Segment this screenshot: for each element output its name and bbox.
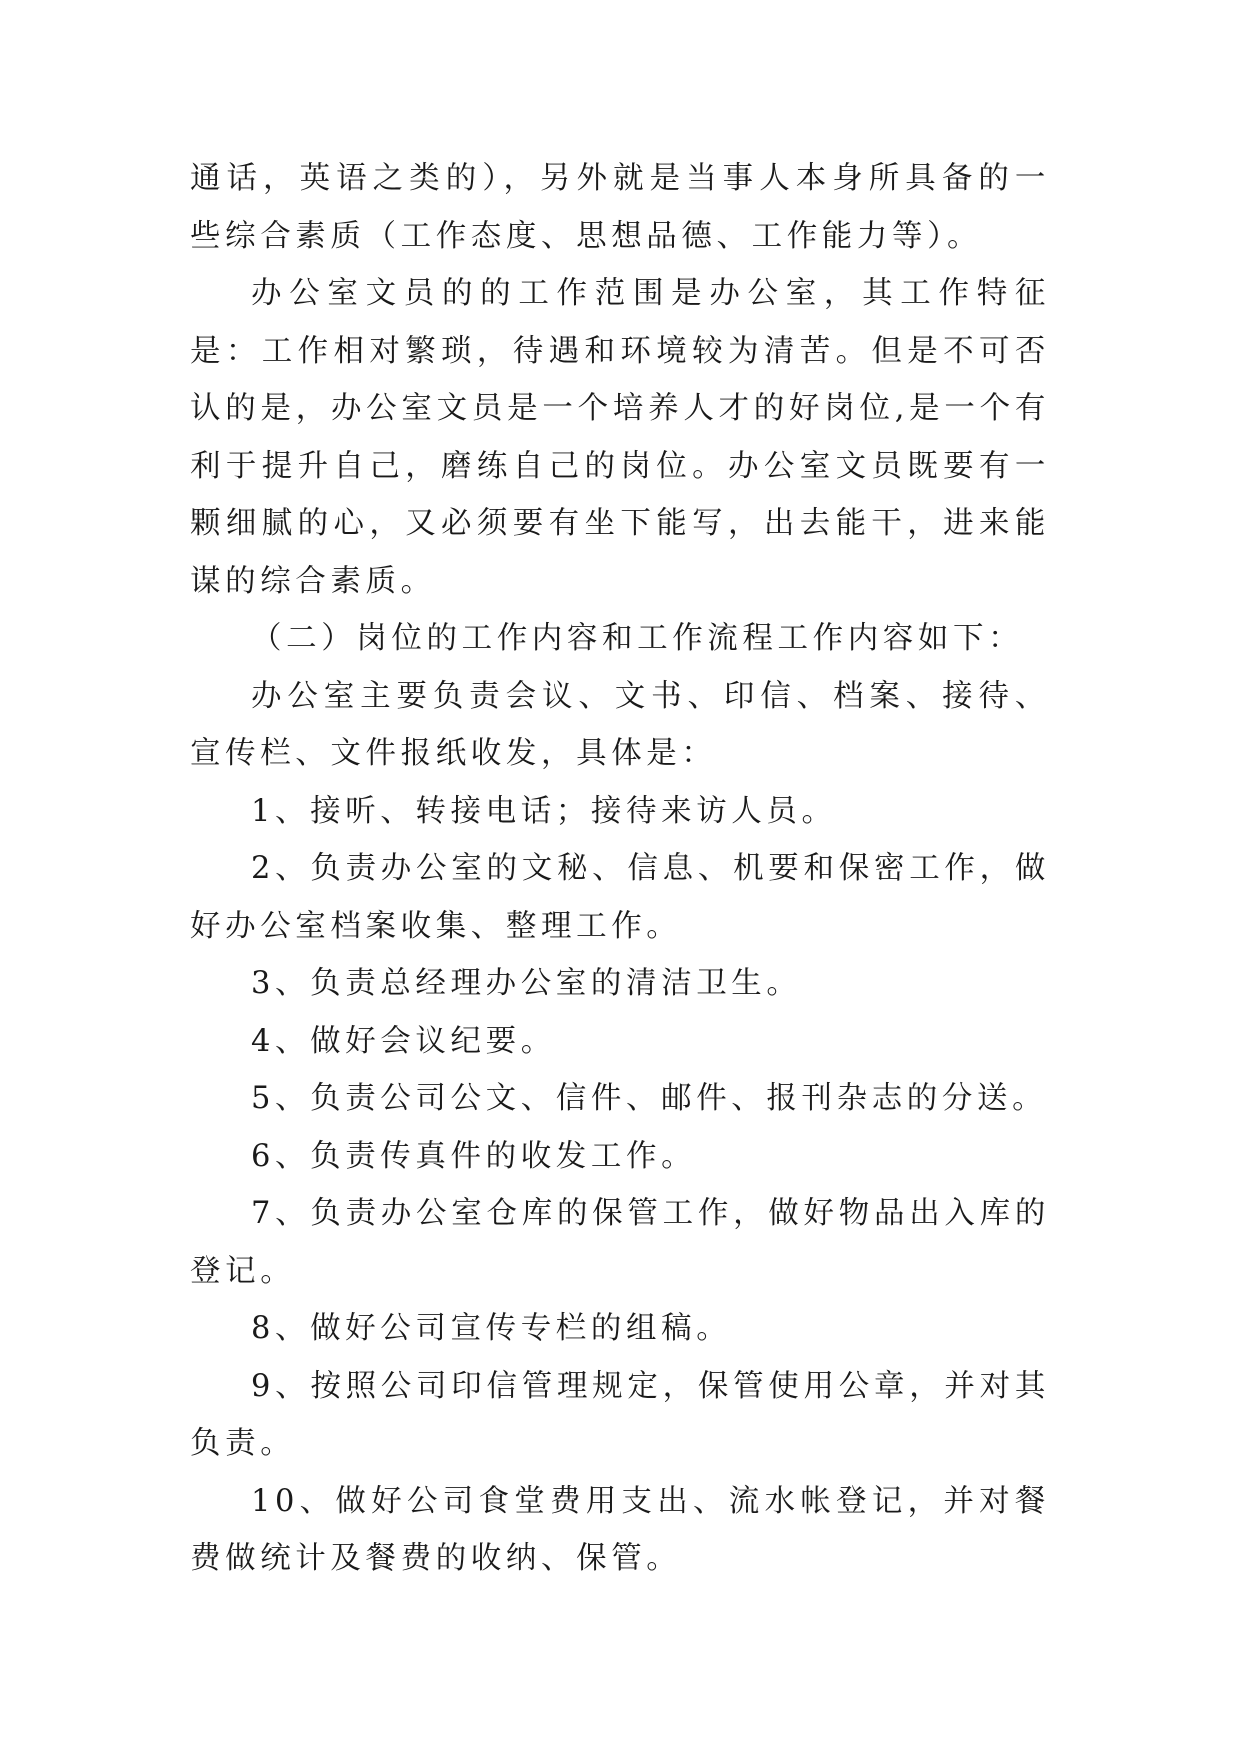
section-heading-2: （二）岗位的工作内容和工作流程工作内容如下：	[251, 621, 1024, 656]
list-item-3: 3、负责总经理办公室的清洁卫生。	[251, 966, 802, 1001]
document-body	[190, 150, 1050, 1588]
list-item-6: 6、负责传真件的收发工作。	[251, 1138, 697, 1174]
list-item-5: 5、负责公司公文、信件、邮件、报刊杂志的分送。	[251, 1081, 1048, 1116]
list-item-2: 2、负责办公室的文秘、信息、机要和保密工作，做好办公室档案收集、整理工作。	[190, 851, 1050, 944]
list-item-4: 4、做好会议纪要。	[251, 1023, 556, 1059]
list-item-1: 1、接听、转接电话；接待来访人员。	[251, 793, 837, 829]
paragraph-job-scope: 办公室文员的的工作范围是办公室，其工作特征是：工作相对繁琐，待遇和环境较为清苦。但是不可否认的是，办公室文员是一个培养人才的好岗位,是一个有利于提升自己，磨练自己的岗位。办公室文员既要有一颗细腻的心，又必须要有坐下能写，出去能干，进来能谋的综合素质。	[190, 276, 1050, 599]
list-item-9: 9、按照公司印信管理规定，保管使用公章，并对其负责。	[190, 1368, 1050, 1461]
paragraph-continuation: 通话，英语之类的），另外就是当事人本身所具备的一些综合素质（工作态度、思想品德、工作能力等）。	[190, 161, 1050, 254]
list-item-10: 10、做好公司食堂费用支出、流水帐登记，并对餐费做统计及餐费的收纳、保管。	[190, 1483, 1050, 1576]
list-item-7: 7、负责办公室仓库的保管工作，做好物品出入库的登记。	[190, 1196, 1050, 1289]
paragraph-office-duties-intro: 办公室主要负责会议、文书、印信、档案、接待、宣传栏、文件报纸收发，具体是：	[190, 678, 1050, 771]
list-item-8: 8、做好公司宣传专栏的组稿。	[251, 1311, 732, 1346]
